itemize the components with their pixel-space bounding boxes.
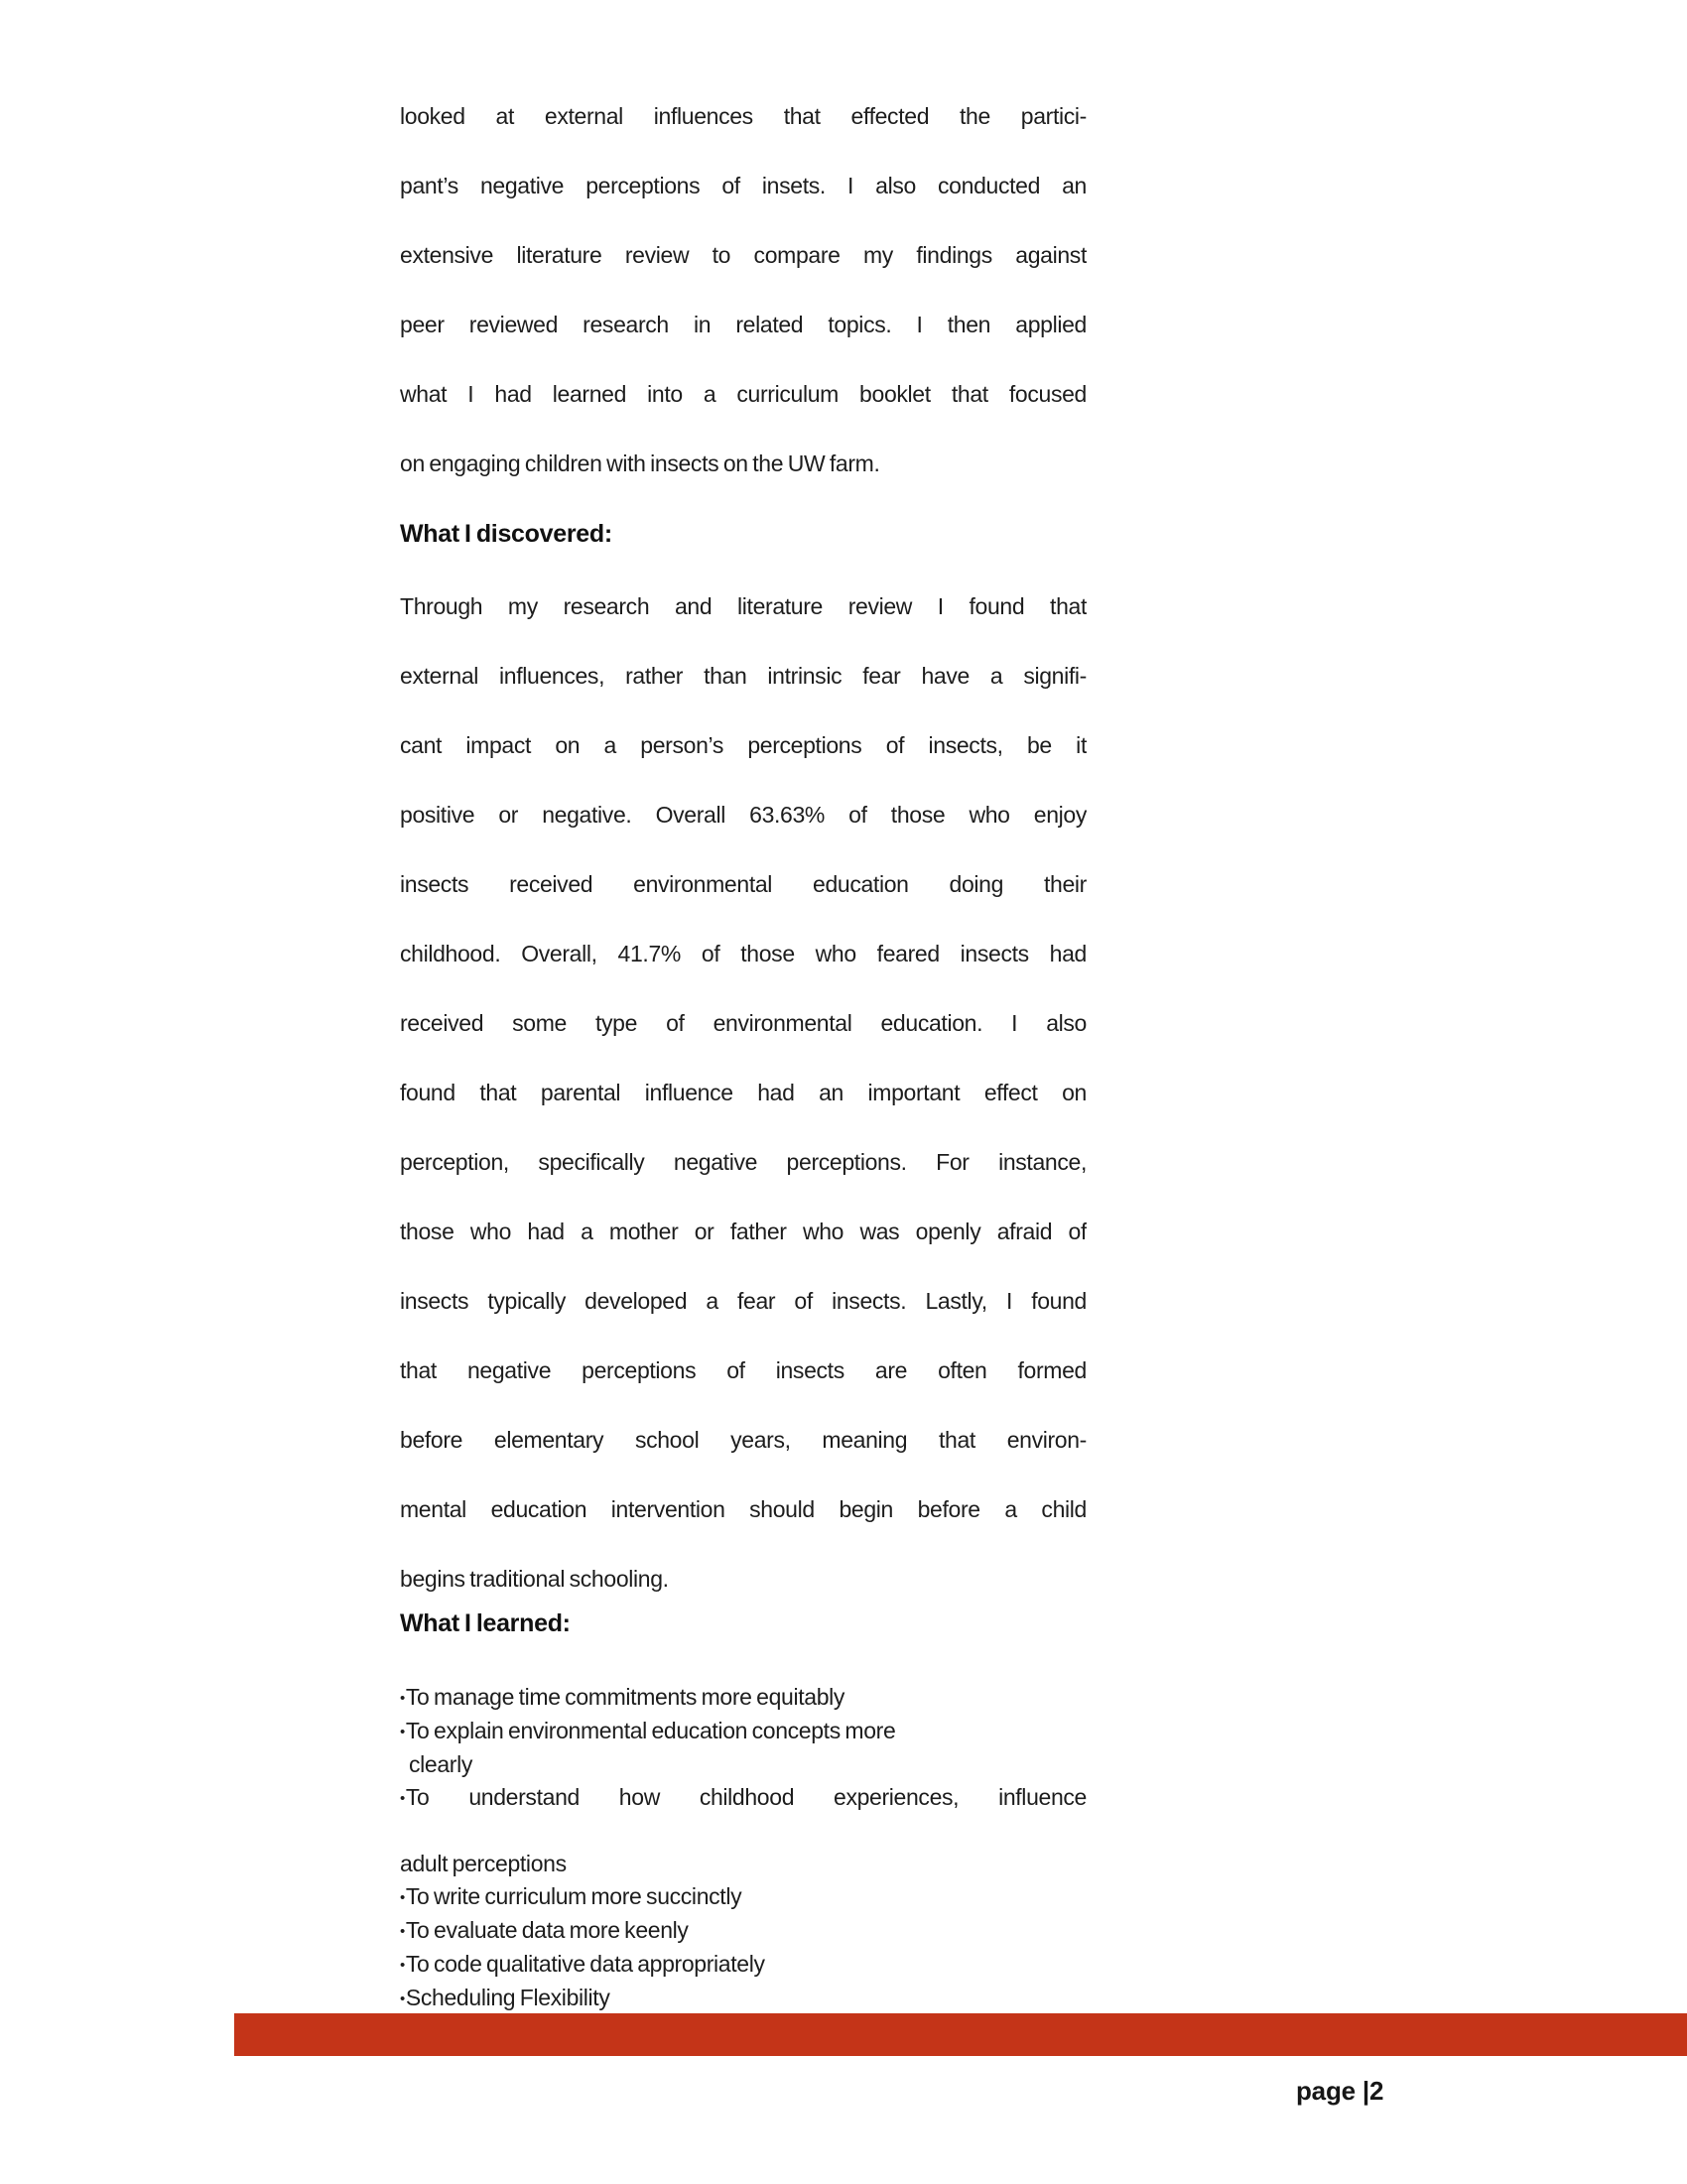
list-item	[400, 1880, 1087, 1914]
paragraph-line: mental education intervention should begin before a child	[400, 1496, 1087, 1522]
page-number: page |2	[1296, 2076, 1384, 2106]
list-item	[400, 1948, 1087, 1982]
document-body	[400, 99, 1087, 2049]
learned-list	[400, 1681, 1087, 2049]
list-item-text: To manage time commitments more equitably	[405, 1684, 845, 1710]
list-item-text: To explain environmental education concepts more	[405, 1718, 896, 1743]
paragraph-line: looked at external influences that effected the partici-	[400, 103, 1087, 129]
paragraph-line: on engaging children with insects on the UW farm.	[400, 450, 880, 476]
paragraph-line: extensive literature review to compare my findings against	[400, 242, 1087, 268]
paragraph-line: external influences, rather than intrinsic fear have a signifi-	[400, 663, 1087, 689]
list-item-text: To understand how childhood experiences, influence	[405, 1784, 1087, 1810]
intro-paragraph	[400, 99, 1087, 481]
list-item	[400, 1781, 1087, 1848]
paragraph-line: childhood. Overall, 41.7% of those who feared insects had	[400, 941, 1087, 966]
what-i-learned-heading: What I learned:	[400, 1609, 571, 1637]
paragraph-line: begins traditional schooling.	[400, 1566, 669, 1592]
list-item-text: Scheduling Flexibility	[405, 1985, 610, 2010]
paragraph-line: Through my research and literature review I found that	[400, 593, 1087, 619]
list-item-text: To write curriculum more succinctly	[405, 1883, 742, 1909]
discovered-paragraph	[400, 589, 1087, 1597]
bullet-icon: •	[400, 1923, 405, 1940]
paragraph-line: received some type of environmental education. I also	[400, 1010, 1087, 1036]
bullet-icon: •	[400, 1991, 405, 2007]
paragraph-line: peer reviewed research in related topics. I then applied	[400, 312, 1087, 337]
paragraph-line: found that parental influence had an important effect on	[400, 1080, 1087, 1105]
what-i-discovered-heading: What I discovered:	[400, 520, 612, 548]
list-item	[400, 1715, 1087, 1748]
bullet-icon: •	[400, 1957, 405, 1974]
paragraph-line: those who had a mother or father who was openly afraid of	[400, 1219, 1087, 1244]
paragraph-line: positive or negative. Overall 63.63% of those who enjoy	[400, 802, 1087, 828]
paragraph-line: insects typically developed a fear of insects. Lastly, I found	[400, 1288, 1087, 1314]
list-item	[400, 1914, 1087, 1948]
paragraph-line: pant’s negative perceptions of insets. I also conducted an	[400, 173, 1087, 198]
bullet-icon: •	[400, 1724, 405, 1740]
bullet-icon: •	[400, 1790, 405, 1807]
footer-accent-bar	[234, 2013, 1687, 2056]
paragraph-line: what I had learned into a curriculum booklet that focused	[400, 381, 1087, 407]
list-item-continuation: adult perceptions	[400, 1851, 567, 1876]
list-item	[400, 1681, 1087, 1715]
paragraph-line: insects received environmental education doing their	[400, 871, 1087, 897]
paragraph-line: that negative perceptions of insects are often formed	[400, 1357, 1087, 1383]
bullet-icon: •	[400, 1690, 405, 1707]
paragraph-line: perception, specifically negative perceptions. For instance,	[400, 1149, 1087, 1175]
list-item-text: To code qualitative data appropriately	[405, 1951, 765, 1977]
list-item	[400, 1982, 1087, 2015]
bullet-icon: •	[400, 1889, 405, 1906]
paragraph-line: cant impact on a person’s perceptions of insects, be it	[400, 732, 1087, 758]
paragraph-line: before elementary school years, meaning that environ-	[400, 1427, 1087, 1453]
list-item-text: To evaluate data more keenly	[405, 1917, 689, 1943]
list-item-continuation: clearly	[409, 1751, 473, 1777]
